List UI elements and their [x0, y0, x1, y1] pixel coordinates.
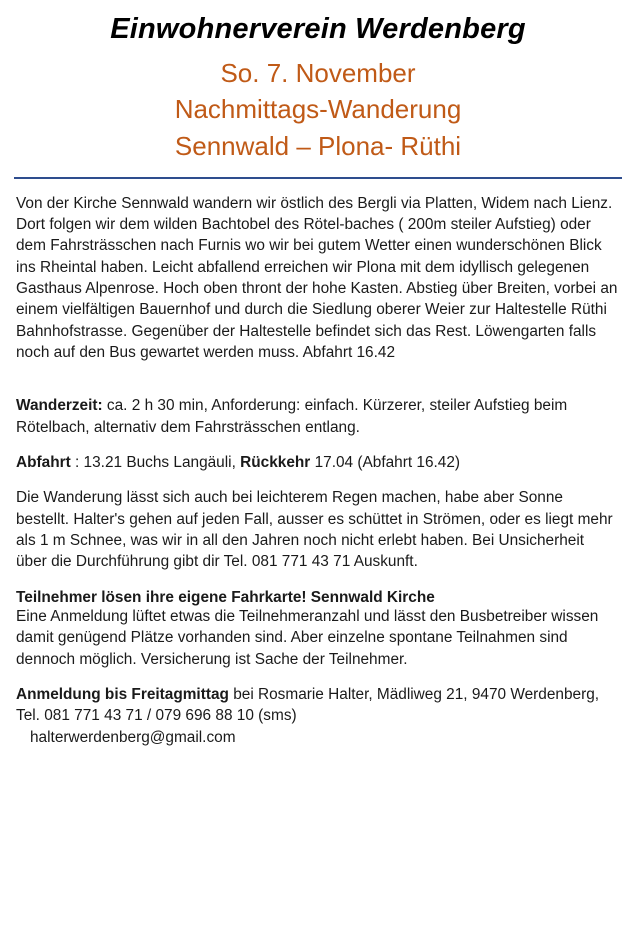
rueckkehr-label: Rückkehr: [240, 454, 311, 472]
wanderzeit-label: Wanderzeit:: [16, 397, 103, 415]
event-route-heading: Sennwald – Plona- Rüthi: [174, 130, 462, 161]
divider-rule: [14, 177, 622, 179]
teilnehmer-paragraph: Eine Anmeldung lüftet etwas die Teilnehmeranzahl und lässt den Busbetreiber wissen damit genügend Plätze vorhanden sind. Aber einzelne spontane Teilnahmen sind dennoch möglich. Versicherung ist Sache der Teilnehmer.: [16, 608, 599, 668]
spacer: [14, 377, 622, 395]
anmeldung-paragraph: [14, 684, 622, 748]
event-type-heading: Nachmittags-Wanderung: [174, 94, 462, 125]
wanderzeit-text: ca. 2 h 30 min, Anforderung: einfach. Kürzerer, steiler Aufstieg beim Rötelbach, alternativ dem Fahrsträsschen entlang.: [16, 397, 568, 436]
event-date-heading: So. 7. November: [220, 57, 416, 88]
anmeldung-text: bei Rosmarie Halter, Mädliweg 21, 9470 Werdenberg, Tel. 081 771 43 71 / 079 696 88 10 (sms): [16, 686, 600, 725]
teilnehmer-label: Teilnehmer lösen ihre eigene Fahrkarte! Sennwald Kirche: [16, 588, 435, 606]
abfahrt-text: : 13.21 Buchs Langäuli,: [70, 454, 241, 472]
rueckkehr-text: 17.04 (Abfahrt 16.42): [310, 454, 461, 472]
teilnehmer-heading: [14, 587, 622, 608]
wanderzeit-paragraph: [14, 395, 622, 438]
abfahrt-paragraph: [14, 452, 622, 473]
abfahrt-label: Abfahrt: [16, 454, 71, 472]
anmeldung-label: Anmeldung bis Freitagmittag: [16, 686, 229, 704]
intro-paragraph: Von der Kirche Sennwald wandern wir östlich des Bergli via Platten, Widem nach Lienz. Dort folgen wir dem wilden Bachtobel des Rötel-baches ( 200m steiler Aufstieg) oder dem Fahrsträsschen nach Furnis wo wir bei gutem Wetter einen wunderschönen Blick ins Rheintal haben. Leicht abfallend erreichen wir Plona mit dem idyllisch gelegenen Gasthaus Alpenrose. Hoch oben thront der hohe Kasten. Abstieg über Breiten, vorbei an einem vielfältigen Bauernhof und durch die Siedlung oberer Weier zur Haltestelle Rüthi Bahnhofstrasse. Gegenüber der Haltestelle befindet sich das Rest. Löwengarten falls noch auf den Bus gewartet werden muss. Abfahrt 16.42: [16, 194, 618, 362]
weather-paragraph: Die Wanderung lässt sich auch bei leichterem Regen machen, habe aber Sonne bestellt. Halter's gehen auf jeden Fall, ausser es schüttet in Strömen, oder es liegt mehr als 1 m Schnee, was wir in all den Jahren noch nicht erlebt haben. Bei Unsicherheit über die Durchführung gibt dir Tel. 081 771 43 71 Auskunft.: [16, 489, 613, 571]
contact-email: halterwerdenberg@gmail.com: [30, 728, 236, 746]
organization-title: Einwohnerverein Werdenberg: [110, 13, 526, 45]
